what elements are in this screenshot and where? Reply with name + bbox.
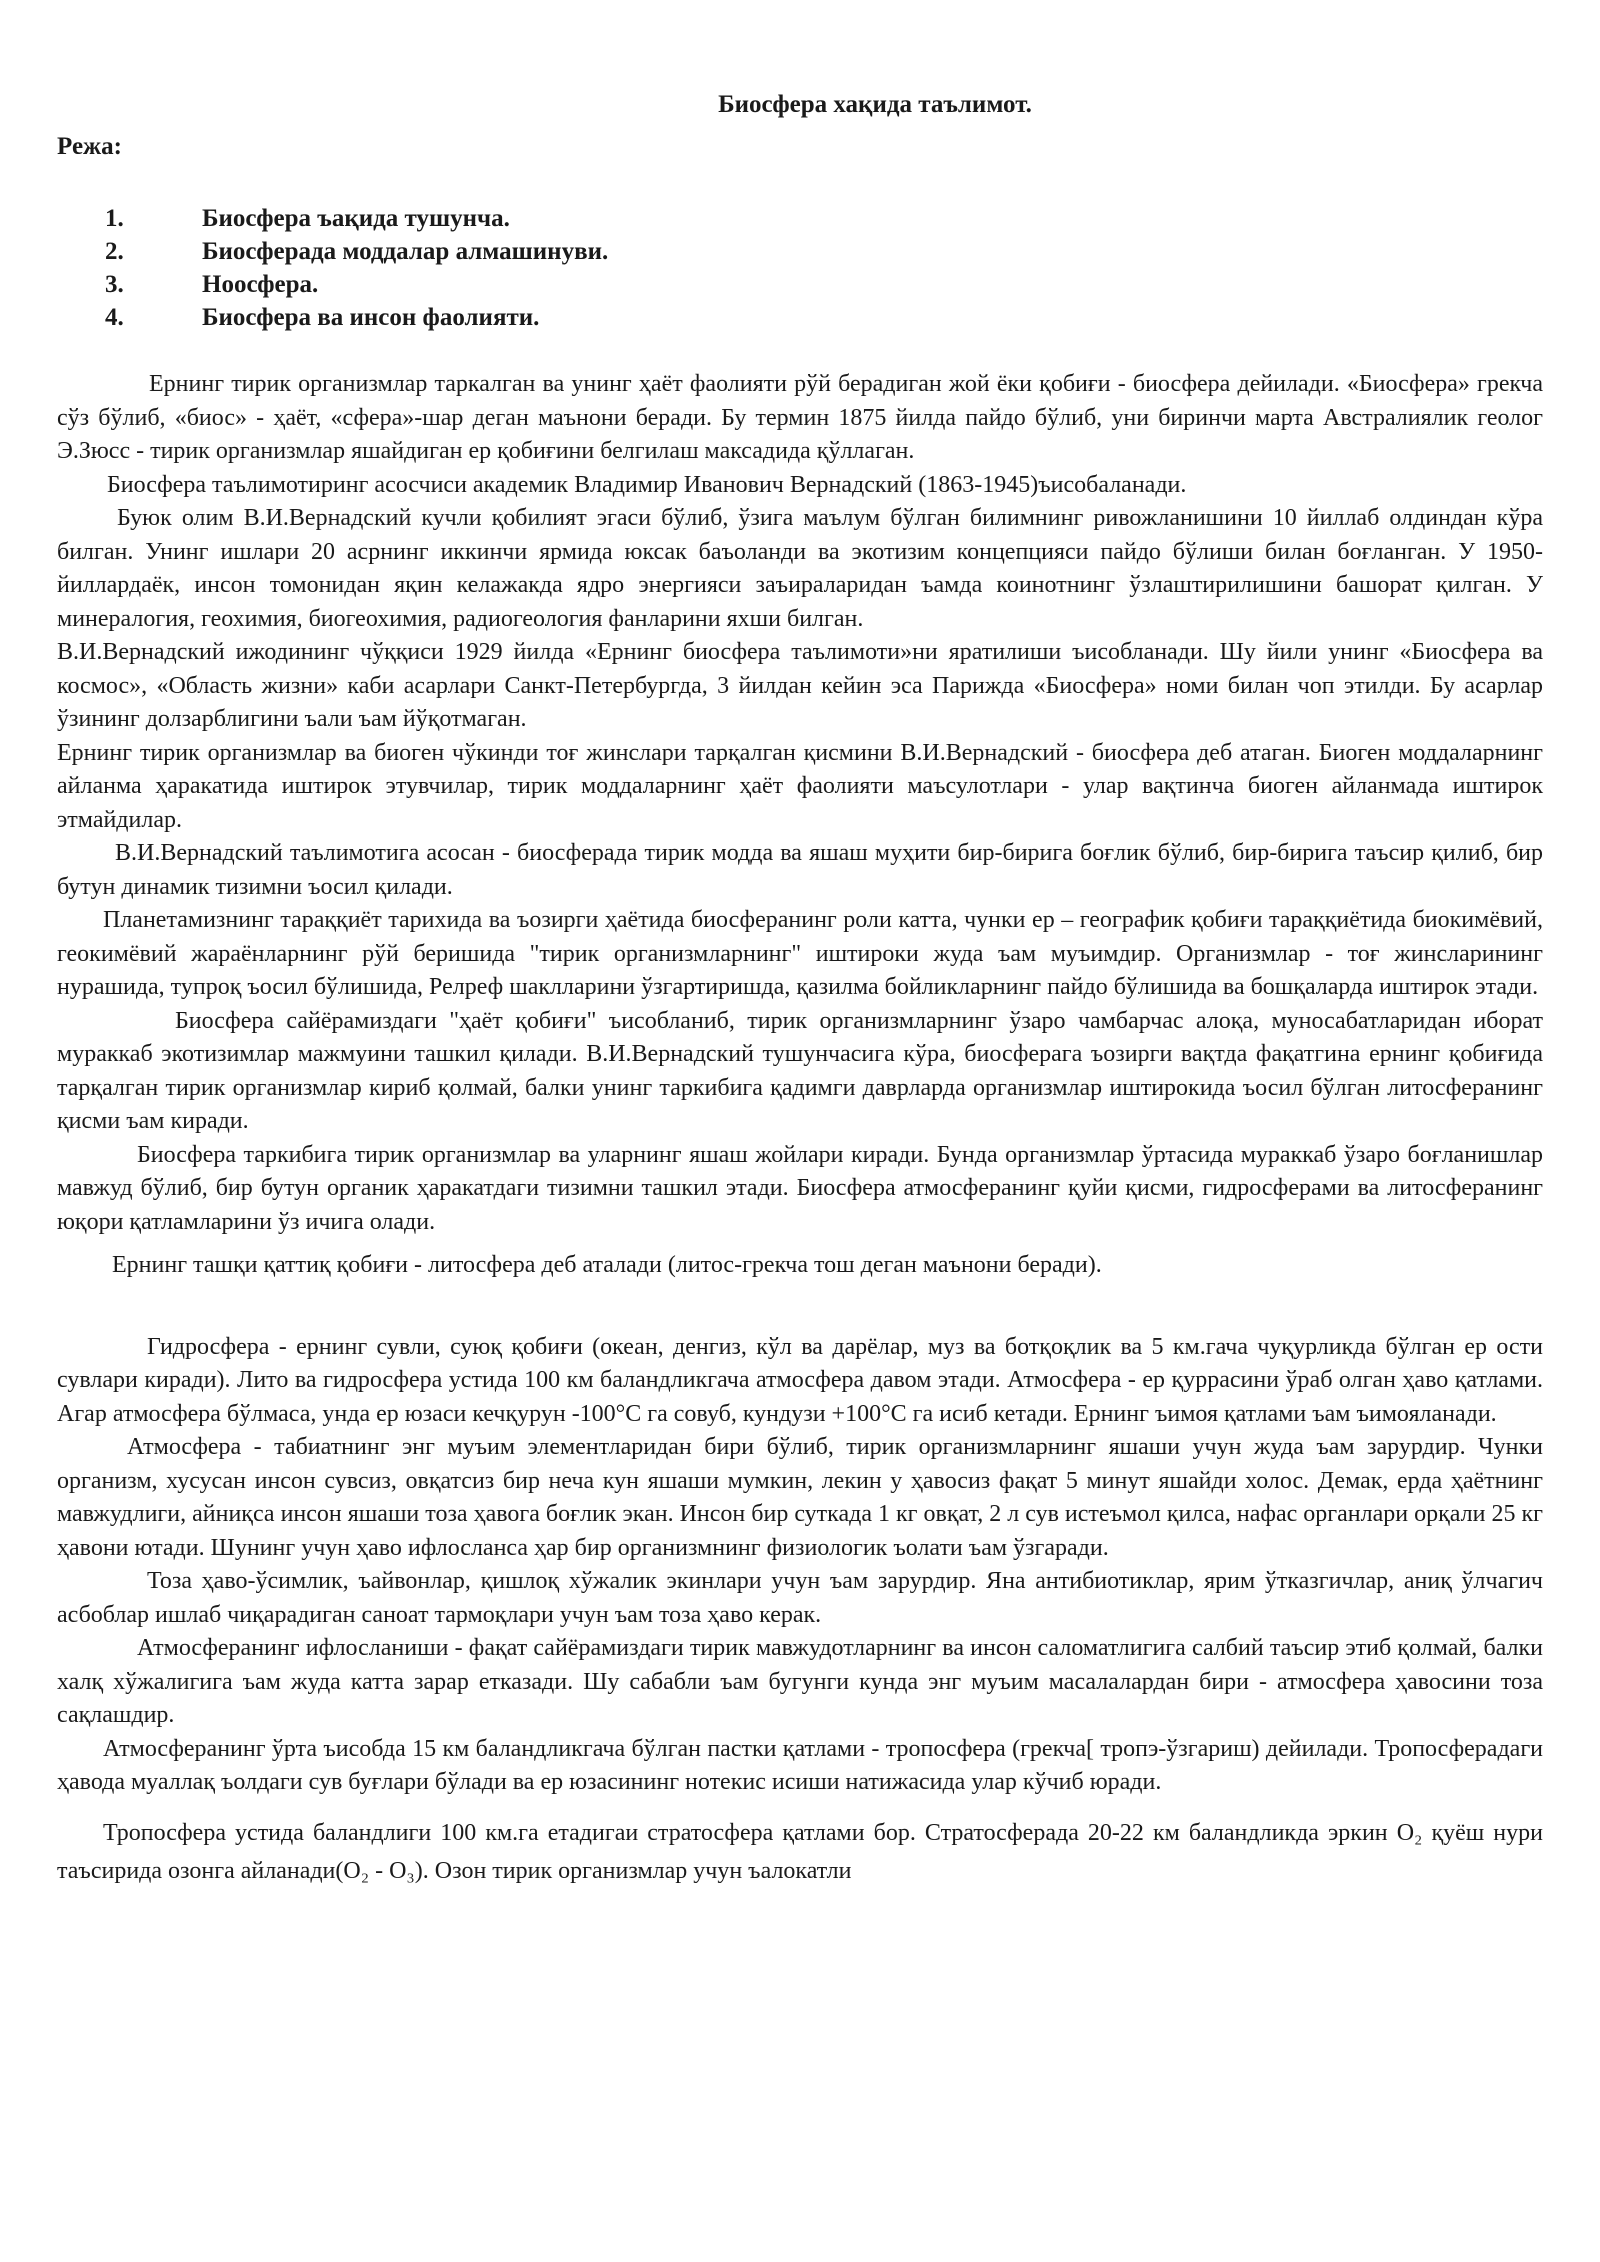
plan-item xyxy=(57,202,1543,235)
paragraph: Биосфера сайёрамиздаги "ҳаёт қобиғи" ъисобланиб, тирик организмларнинг ўзаро чамбарчас алоқа, муносабатларидан иборат мураккаб экотизимлар мажмуини ташкил қилади. В.И.Вернадский тушунчасига кўра, биосферага ъозирги вақтда фақатгина ернинг қобиғида тарқалган тирик организмлар кириб қолмай, балки унинг таркибига қадимги даврларда организмлар иштирокида ъосил бўлган литосферанинг қисми ъам киради. xyxy=(57,1007,1543,1134)
paragraph: В.И.Вернадский таълимотига асосан - биосферада тирик модда ва яшаш муҳити бир-бирига боғлик бўлиб, бир-бирига таъсир қилиб, бир бутун динамик тизимни ъосил қилади. xyxy=(57,840,1543,900)
plan-item-number: 3. xyxy=(105,271,124,298)
paragraph: Атмосферанинг ифлосланиши - фақат сайёрамиздаги тирик мавжудотларнинг ва инсон саломатлигига салбий таъсир этиб қолмай, балки халқ хўжалигига ъам жуда катта зарар етказади. Шу сабабли ъам бугунги кунда энг муъим масалалардан бири - атмосфера ҳавосини тоза сақлашдир. xyxy=(57,1635,1543,1728)
paragraph: Ернинг тирик организмлар ва биоген чўкинди тоғ жинслари тарқалган қисмини В.И.Вернадский - биосфера деб атаган. Биоген моддаларнинг айланма ҳаракатида иштирок этувчилар, тирик моддаларнинг ҳаёт фаолияти маъсулотлари - улар вақтинча биоген айланмада иштирок этмайдилар. xyxy=(57,739,1543,833)
paragraph: Планетамизнинг тараққиёт тарихида ва ъозирги ҳаётида биосферанинг роли катта, чунки ер – географик қобиғи тараққиётида биокимёвий, геокимёвий жараёнларнинг рўй беришида "тирик организмларнинг" иштироки жуда ъам муъимдир. Организмлар - тоғ жинсларининг нурашида, тупроқ ъосил бўлишида, Релреф шаклларини ўзгартиришда, қазилма бойликларнинг пайдо бўлишида ва бошқаларда иштирок этади. xyxy=(57,907,1543,1000)
plan-list xyxy=(57,202,1543,334)
paragraph: Биосфера таълимотиринг асосчиси академик Владимир Иванович Вернадский (1863-1945)ъисобаланади. xyxy=(107,471,1187,498)
plan-item-text: Биосфера ъақида тушунча. xyxy=(202,205,510,232)
document-title: Биосфера хақида таълимот. xyxy=(718,91,1032,118)
paragraph: В.И.Вернадский ижодининг чўққиси 1929 йилда «Ернинг биосфера таълимоти»ни яратилиши ъисобланади. Шу йили унинг «Биосфера ва космос», «Область жизни» каби асарлари Санкт-Петербургда, 3 йилдан кейин эса Парижда «Биосфера» номи билан чоп этилди. Бу асарлар ўзининг долзарблигини ъали ъам йўқотмаган. xyxy=(57,639,1543,732)
paragraph: Биосфера таркибига тирик организмлар ва уларнинг яшаш жойлари киради. Бунда организмлар ўртасида мураккаб ўзаро боғланишлар мавжуд бўлиб, бир бутун органик ҳаракатдаги тизимни ташкил этади. Биосфера атмосферанинг қуйи қисми, гидросферами ва литосферанинг юқори қатламларини ўз ичига олади. xyxy=(57,1141,1543,1235)
plan-item-number: 4. xyxy=(105,304,124,331)
paragraph: Гидросфера - ернинг сувли, суюқ қобиғи (океан, денгиз, кўл ва дарёлар, муз ва ботқоқлик ва 5 км.гача чуқурликда бўлган ер ости сувлари киради). Лито ва гидросфера устида 100 км баландликгача атмосфера давом этади. Атмосфера - ер қуррасини ўраб олган ҳаво қатлами. Агар атмосфера бўлмаса, унда ер юзаси кечқурун -100°С га совуб, кундузи +100°С га исиб кетади. Ернинг ъимоя қатлами ъам ъимояланади. xyxy=(57,1333,1543,1427)
plan-item-number: 2. xyxy=(105,238,124,265)
paragraph: Тоза ҳаво-ўсимлик, ъайвонлар, қишлоқ хўжалик экинлари учун ъам зарурдир. Яна антибиотиклар, ярим ўтказгичлар, аниқ ўлчагич асбоблар ишлаб чиқарадиган саноат тармоқлари учун ъам тоза ҳаво керак. xyxy=(57,1568,1543,1628)
plan-item-text: Ноосфера. xyxy=(202,271,319,298)
paragraph: Буюк олим В.И.Вернадский кучли қобилият эгаси бўлиб, ўзига маълум бўлган билимнинг ривожланишини 10 йиллаб олдиндан кўра билган. Унинг ишлари 20 асрнинг иккинчи ярмида юксак баъоланди ва экотизим концепцияси пайдо бўлиши билан боғланган. У 1950-йиллардаёк, инсон томонидан яқин келажакда ядро энергияси заъираларидан ъамда коинотнинг ўзлаштирилишини башорат қилган. У минералогия, геохимия, биогеохимия, радиогеология фанларини яхши билган. xyxy=(57,505,1543,632)
plan-item xyxy=(57,301,1543,334)
plan-item-text: Биосферада моддалар алмашинуви. xyxy=(202,238,609,265)
plan-label: Режа: xyxy=(57,133,122,160)
paragraph: Ернинг тирик организмлар таркалган ва унинг ҳаёт фаолияти рўй берадиган жой ёки қобиғи - биосфера дейилади. «Биосфера» грекча сўз бўлиб, «биос» - ҳаёт, «сфера»-шар деган маънони беради. Бу термин 1875 йилда пайдо бўлиб, уни биринчи марта Австралиялик геолог Э.Зюсс - тирик организмлар яшайдиган ер қобиғини белгилаш максадида қўллаган. xyxy=(57,371,1543,464)
paragraph: Атмосфера - табиатнинг энг муъим элементларидан бири бўлиб, тирик организмларнинг яшаши учун жуда ъам зарурдир. Чунки организм, хусусан инсон сувсиз, овқатсиз бир неча кун яшаши мумкин, лекин у ҳавосиз фақат 5 минут яшайди холос. Демак, ерда ҳаётнинг мавжудлиги, айниқса инсон яшаши тоза ҳавога боғлик экан. Инсон бир суткада 1 кг овқат, 2 л сув истеъмол қилса, нафас органлари орқали 25 кг ҳавони ютади. Шунинг учун ҳаво ифлосланса ҳар бир организмнинг физиологик ъолати ъам ўзгаради. xyxy=(57,1434,1543,1561)
plan-item xyxy=(57,235,1543,268)
paragraph: Тропосфера устида баландлиги 100 км.га етадигаи стратосфера қатлами бор. Стратосферада 20-22 км баландликда эркин O₂ қуёш нури таъсирида озонга айланади(O₂ - O₃). Озон тирик организмлар учун ъалокатли xyxy=(57,1819,1543,1884)
plan-item-number: 1. xyxy=(105,205,124,232)
plan-item-text: Биосфера ва инсон фаолияти. xyxy=(202,304,540,331)
paragraph: Ернинг ташқи қаттиқ қобиғи - литосфера деб аталади (литос-грекча тош деган маънони беради). xyxy=(112,1252,1102,1278)
paragraph: Атмосферанинг ўрта ъисобда 15 км баландликгача бўлган пастки қатлами - тропосфера (грекча[ тропэ-ўзгариш) дейилади. Тропосферадаги ҳавода муаллақ ъолдаги сув буғлари бўлади ва ер юзасининг нотекис исиши натижасида улар кўчиб юради. xyxy=(57,1735,1543,1795)
plan-item xyxy=(57,268,1543,301)
